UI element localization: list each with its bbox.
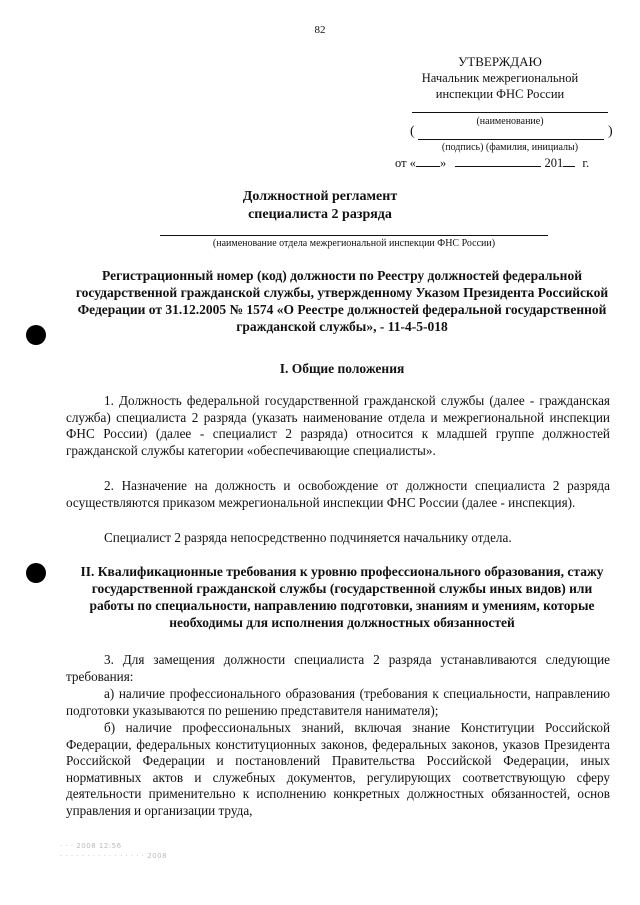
section2-heading: II. Квалификационные требования к уровню профессионального образования, стажу государственной гражданской службы (государственной службы иных видов) или работы по специальности, направлению подготовки, знаниям и умениям, которые необходимы для исполнения должностных обязанностей	[80, 564, 604, 630]
department-underline	[160, 235, 548, 236]
page-number: 82	[314, 24, 326, 36]
date-year: 201	[544, 156, 564, 170]
date-day-blank	[416, 154, 440, 167]
department-caption: (наименование отдела межрегиональной инспекции ФНС России)	[212, 238, 496, 249]
naming-caption: (наименование)	[476, 116, 544, 127]
approver-position-line2: инспекции ФНС России	[435, 87, 565, 101]
margin-bullet-2	[26, 563, 46, 583]
section1-heading: I. Общие положения	[279, 361, 405, 376]
signature-close-paren: )	[608, 124, 613, 139]
document-title-line2: специалиста 2 разряда	[248, 207, 392, 222]
date-month-blank	[455, 154, 541, 167]
registration-number: Регистрационный номер (код) должности по Реестру должностей федеральной государственной гражданской службы, утвержденному Указом Президента Российской Федерации от 31.12.2005 № 1574 «О Реестре должностей федеральной государственной гражданской службы», - 11-4-5-018	[75, 268, 609, 334]
section1-paragraph-1: 1. Должность федеральной государственной гражданской службы (далее - гражданская служба) специалиста 2 разряда (указать наименование отдела и межрегиональной инспекции ФНС России) (далее - специалист 2 разряда) относится к младшей группе должностей гражданской службы категории «обеспечивающие специалисты».	[66, 393, 610, 458]
naming-underline	[412, 112, 608, 113]
section2-paragraph-2: а) наличие профессионального образования (требования к специальности, направлению подготовки указываются по решению представителя нанимателя);	[66, 686, 610, 718]
signature-open-paren: (	[410, 124, 415, 139]
section2-paragraph-1: 3. Для замещения должности специалиста 2 разряда устанавливаются следующие требования:	[66, 652, 610, 684]
approver-position-line1: Начальник межрегиональной	[421, 71, 579, 85]
stamp-line2: · · · · · · · · · · · · · · · · 2008	[60, 852, 168, 860]
section2-paragraph-3: б) наличие профессиональных знаний, включая знание Конституции Российской Федерации, федеральных конституционных законов, федеральных законов, указов Президента Российской Федерации и постановлений Правительства Российской Федерации, иных нормативных актов и служебных документов, регулирующих соответствующую сферу деятельности применительно к исполнению конкретных должностных обязанностей, основ управления и организации труда,	[66, 720, 610, 818]
section1-paragraph-3: Специалист 2 разряда непосредственно подчиняется начальнику отдела.	[104, 530, 512, 545]
document-title-line1: Должностной регламент	[242, 189, 398, 204]
signature-caption: (подпись) (фамилия, инициалы)	[441, 142, 579, 153]
date-mid: »	[439, 156, 447, 170]
stamp-line1: · · · 2008 12:56	[60, 842, 122, 850]
approval-date	[395, 154, 620, 171]
approve-heading: УТВЕРЖДАЮ	[458, 54, 542, 69]
date-year-blank	[563, 154, 575, 167]
margin-bullet-1	[26, 325, 46, 345]
date-prefix: от «	[395, 156, 416, 170]
signature-underline	[418, 139, 604, 140]
date-suffix: г.	[582, 156, 590, 170]
section1-paragraph-2: 2. Назначение на должность и освобождение от должности специалиста 2 разряда осуществляются приказом межрегиональной инспекции ФНС России (далее - инспекция).	[66, 478, 610, 510]
